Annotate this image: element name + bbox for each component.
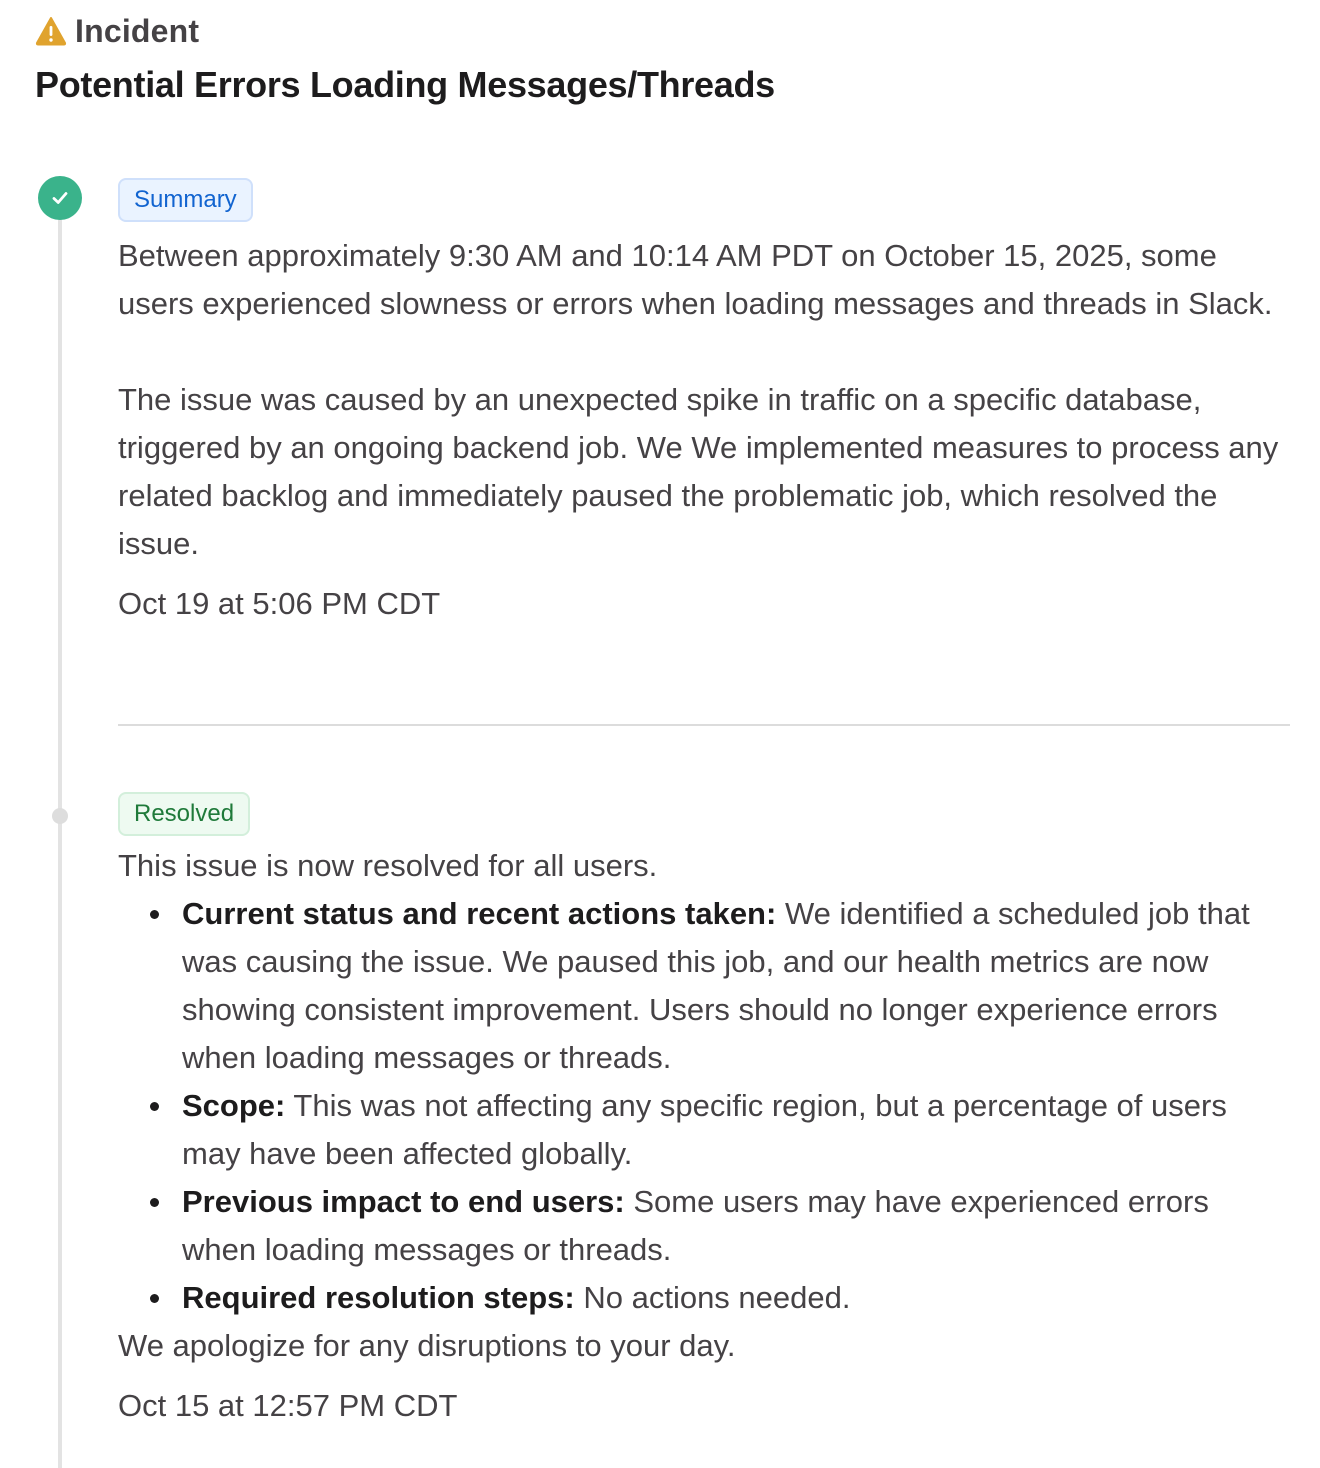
incident-header	[35, 12, 775, 106]
bullet-label: Current status and recent actions taken:	[182, 896, 777, 931]
timeline-line	[58, 200, 62, 1468]
incident-type-row	[35, 12, 775, 50]
summary-paragraph-1: Between approximately 9:30 AM and 10:14 AM PDT on October 15, 2025, some users experienced slowness or errors when loading messages and threads in Slack.	[118, 238, 1273, 321]
bullet-icon	[150, 1198, 159, 1207]
page-title: Potential Errors Loading Messages/Threads	[35, 64, 775, 105]
summary-paragraph-2: The issue was caused by an unexpected spike in traffic on a specific database, triggered by an ongoing backend job. We We implemented measures to process any related backlog and immediately paused the problematic job, which resolved the issue.	[118, 382, 1279, 561]
bullet-label: Previous impact to end users:	[182, 1184, 625, 1219]
update-divider	[118, 724, 1290, 726]
resolved-closing: We apologize for any disruptions to your day.	[118, 1328, 736, 1363]
list-item	[150, 890, 1290, 1082]
update-timestamp: Oct 19 at 5:06 PM CDT	[118, 586, 441, 621]
bullet-icon	[150, 1294, 159, 1303]
bullet-icon	[150, 910, 159, 919]
resolved-intro: This issue is now resolved for all users.	[118, 848, 658, 883]
update-summary	[118, 178, 1290, 628]
resolved-bullet-list	[118, 890, 1290, 1322]
warning-icon	[35, 15, 67, 47]
timeline-dot	[52, 808, 68, 824]
list-item	[150, 1082, 1290, 1178]
bullet-text: No actions needed.	[574, 1280, 851, 1315]
bullet-label: Scope:	[182, 1088, 286, 1123]
update-resolved	[118, 792, 1290, 1430]
bullet-text: This was not affecting any specific region, but a percentage of users may have been affected globally.	[182, 1088, 1227, 1171]
list-item	[150, 1178, 1290, 1274]
bullet-icon	[150, 1102, 159, 1111]
check-circle-icon	[38, 176, 82, 220]
incident-label: Incident	[75, 12, 200, 49]
list-item	[150, 1274, 1290, 1322]
update-timestamp: Oct 15 at 12:57 PM CDT	[118, 1388, 458, 1423]
status-badge-resolved: Resolved	[118, 792, 250, 836]
bullet-text: Some users may have experienced errors when loading messages or threads.	[182, 1184, 1209, 1267]
status-badge-summary: Summary	[118, 178, 253, 222]
bullet-label: Required resolution steps:	[182, 1280, 575, 1315]
bullet-text: We identified a scheduled job that was causing the issue. We paused this job, and our health metrics are now showing consistent improvement. Users should no longer experience errors when loading messages or threads.	[182, 896, 1250, 1075]
